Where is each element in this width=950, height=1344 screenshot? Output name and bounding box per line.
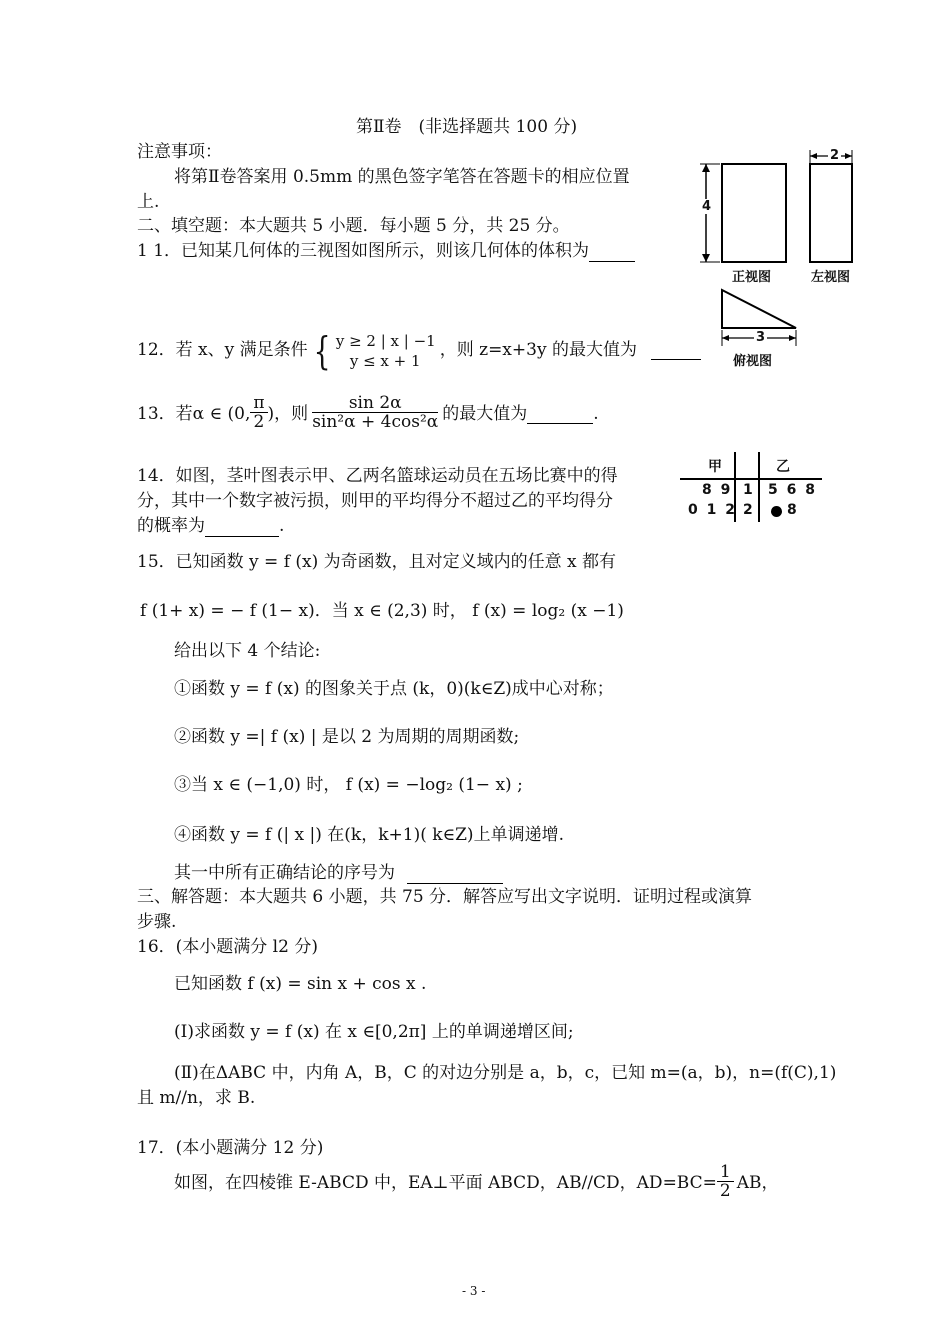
- stem-right-row-2: 8: [787, 502, 797, 518]
- question-17-post: AB，: [736, 1173, 779, 1193]
- question-13-suffix: 的最大值为: [442, 404, 528, 424]
- left-brace: {: [313, 328, 331, 373]
- section2-heading: 二、填空题：本大题共 5 小题．每小题 5 分，共 25 分。: [137, 216, 570, 236]
- question-16-part1: (I)求函数 y = f (x) 在 x ∈[0,2π] 上的单调递增区间;: [174, 1022, 574, 1042]
- top-view-label: 俯视图: [733, 354, 773, 369]
- dim-label-4: 4: [702, 199, 712, 214]
- notice-title: 注意事项：: [137, 142, 222, 162]
- question-15-line1: 15．已知函数 y = f (x) 为奇函数，且对定义域内的任意 x 都有: [137, 552, 617, 572]
- section3-heading-cont: 步骤.: [137, 912, 177, 932]
- stem-right-row-1: 5 6 8: [768, 482, 817, 498]
- question-12-prefix: 12．若 x、y 满足条件: [137, 340, 308, 360]
- notice-body: 将第Ⅱ卷答案用 0.5mm 的黑色签字笔答在答题卡的相应位置: [174, 167, 630, 187]
- half-num: 1: [717, 1163, 734, 1182]
- notice-body-cont: 上.: [137, 192, 160, 212]
- page-number: - 3 -: [462, 1284, 486, 1298]
- question-12: [137, 326, 701, 374]
- question-15-line2: f (1+ x) = − f (1− x)．当 x ∈ (2,3) 时， f (x) = log₂ (x −1): [140, 601, 624, 621]
- question-15-ask: [174, 862, 503, 884]
- stem-left-row-2: 0 1 2: [688, 502, 737, 518]
- trig-fraction: [312, 394, 438, 431]
- pi-den: 2: [253, 412, 265, 432]
- trig-num: sin 2α: [312, 394, 438, 413]
- question-17-text: [174, 1160, 778, 1206]
- question-16-title: 16．(本小题满分 l2 分): [137, 937, 318, 957]
- question-14-line2: 分，其中一个数字被污损，则甲的平均得分不超过乙的平均得分: [137, 491, 613, 511]
- question-13-mid: )，则: [267, 404, 309, 424]
- pi-over-2: [250, 394, 267, 431]
- trig-den: sin²α + 4cos²α: [312, 412, 439, 432]
- dim-label-2: 2: [830, 148, 840, 163]
- question-14-end: .: [279, 516, 285, 536]
- question-13: [137, 390, 599, 438]
- question-16-given: 已知函数 f (x) = sin x + cos x .: [174, 974, 427, 994]
- answer-blank-12: [651, 341, 701, 360]
- question-14-text: 的概率为: [137, 516, 205, 536]
- constraint-2: y ≤ x + 1: [349, 351, 421, 370]
- stem-leaf-plot: [680, 452, 822, 522]
- conclusion-4: ④函数 y = f (| x |) 在(k，k+1)( k∈Z)上单调递增.: [174, 825, 564, 845]
- constraint-1: y ≥ 2 | x | −1: [335, 331, 436, 350]
- stem-left-header: 甲: [708, 459, 722, 475]
- stem-left-row-1: 8 9: [702, 482, 733, 498]
- question-12-suffix: ，则 z=x+3y 的最大值为: [439, 340, 637, 360]
- three-view-figure: [696, 146, 866, 376]
- side-view-label: 左视图: [811, 270, 851, 285]
- question-13-end: .: [593, 404, 599, 424]
- answer-blank-11: [589, 243, 635, 262]
- question-11-text: 1 1．已知某几何体的三视图如图所示，则该几何体的体积为: [137, 241, 590, 261]
- question-16-part2-cont: 且 m//n，求 B.: [137, 1088, 256, 1108]
- answer-blank-13: [527, 405, 593, 424]
- stem-row-1: 1: [743, 482, 753, 498]
- question-13-prefix: 13．若α ∈ (0,: [137, 404, 251, 424]
- conclusion-3: ③当 x ∈ (−1,0) 时， f (x) = −log₂ (1− x) ;: [174, 775, 523, 795]
- question-17-title: 17．(本小题满分 12 分): [137, 1138, 324, 1158]
- question-11: [137, 240, 635, 262]
- question-14-line3: [137, 515, 284, 537]
- answer-blank-15: [407, 865, 503, 884]
- stem-row-2: 2: [743, 502, 753, 518]
- constraint-system: [336, 331, 436, 371]
- conclusion-2: ②函数 y =| f (x) | 是以 2 为周期的周期函数;: [174, 727, 520, 747]
- front-view-label: 正视图: [732, 270, 772, 285]
- question-17-pre: 如图，在四棱锥 E-ABCD 中，EA⊥平面 ABCD，AB//CD，AD=BC=: [174, 1173, 717, 1193]
- dim-label-3: 3: [756, 330, 766, 345]
- one-half: [717, 1163, 734, 1200]
- section3-heading: 三、解答题：本大题共 6 小题，共 75 分．解答应写出文字说明．证明过程或演算: [137, 887, 753, 907]
- conclusion-1: ①函数 y = f (x) 的图象关于点 (k，0)(k∈Z)成中心对称；: [174, 679, 614, 699]
- question-16-part2: (Ⅱ)在ΔABC 中，内角 A，B，C 的对边分别是 a，b，c，已知 m=(a，b)，n=(f(C),1): [174, 1063, 837, 1083]
- pi-num: π: [250, 394, 267, 413]
- question-14-line1: 14．如图，茎叶图表示甲、乙两名篮球运动员在五场比赛中的得: [137, 466, 618, 486]
- smudged-digit: [771, 506, 782, 517]
- half-den: 2: [719, 1181, 731, 1201]
- stem-right-header: 乙: [776, 459, 790, 475]
- question-15-ask-text: 其一中所有正确结论的序号为: [174, 863, 395, 883]
- question-15-line3: 给出以下 4 个结论:: [174, 641, 321, 661]
- answer-blank-14: [205, 518, 279, 537]
- section-title: 第Ⅱ卷 (非选择题共 100 分): [356, 117, 578, 137]
